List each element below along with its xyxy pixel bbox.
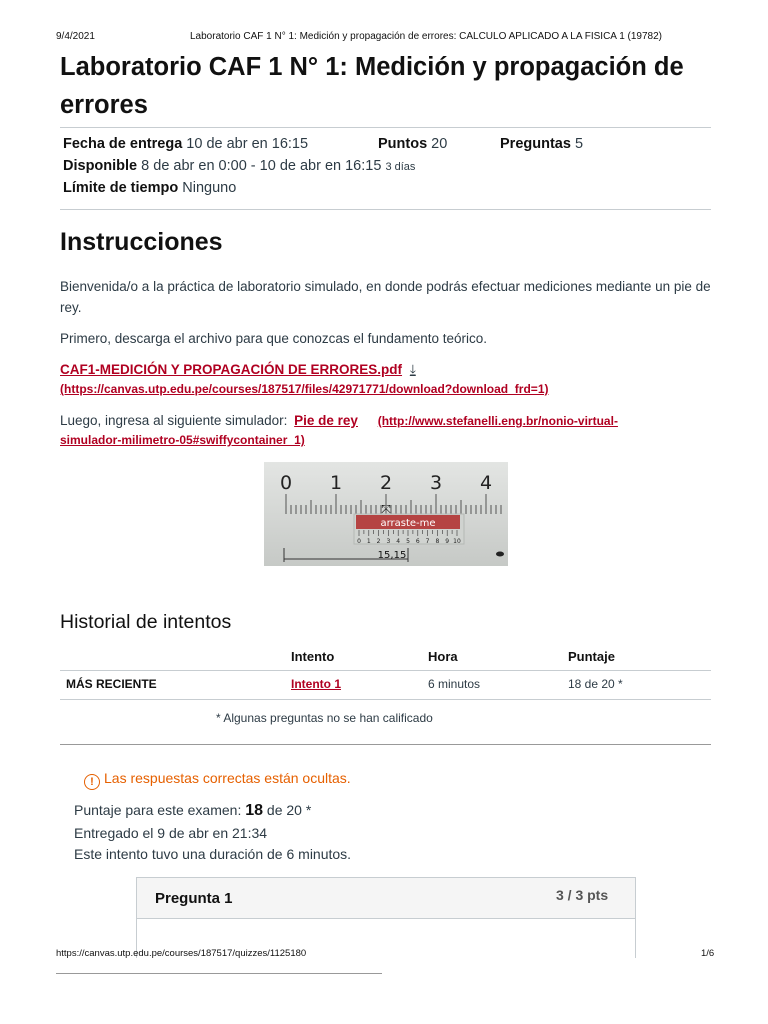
meta-divider [60, 209, 711, 210]
title-divider [60, 127, 711, 128]
vernier-number-8: 8 [435, 538, 440, 545]
available-label: Disponible [63, 158, 138, 174]
footer-divider [56, 973, 382, 974]
score-suffix: de 20 * [266, 802, 312, 818]
vernier-number-4: 4 [396, 538, 401, 545]
main-number-4: 4 [479, 472, 493, 494]
available-days: 3 días [385, 161, 416, 173]
instructions-para-2: Primero, descarga el archivo para que conozcas el fundamento teórico. [60, 331, 487, 346]
row-time: 6 minutos [428, 677, 481, 691]
vernier-number-10: 10 [453, 538, 461, 545]
vernier-number-0: 0 [357, 538, 361, 545]
vernier-number-6: 6 [415, 538, 420, 545]
points-label: Puntos [378, 136, 428, 152]
history-bottom-divider [60, 744, 711, 745]
questions-value: 5 [574, 136, 584, 152]
vernier-number-5: 5 [406, 538, 410, 545]
simulator-line [60, 410, 618, 432]
score-value: 18 [245, 802, 264, 819]
col-time-header: Hora [428, 649, 458, 664]
due-date [63, 136, 308, 152]
questions [500, 136, 583, 152]
warning-text: Las respuestas correctas están ocultas. [104, 770, 351, 786]
question-1-header [137, 878, 635, 919]
print-footer-url: https://canvas.utp.edu.pe/courses/187517/quizzes/1125180 [56, 948, 307, 959]
vernier-number-2: 2 [376, 538, 381, 545]
instructions-para-1: Bienvenida/o a la práctica de laboratorio simulado, en donde podrás efectuar mediciones mediante un pie de rey. [60, 279, 711, 315]
hidden-answers-warning [84, 770, 351, 790]
simulator-prefix: Luego, ingresa al siguiente simulador: [60, 413, 288, 428]
print-date: 9/4/2021 [56, 31, 95, 42]
file-download-link[interactable]: CAF1-MEDICIÓN Y PROPAGACIÓN DE ERRORES.pdf [60, 362, 403, 377]
submitted-at: Entregado el 9 de abr en 21:34 [74, 825, 268, 841]
vernier-caliper-image [264, 462, 508, 566]
vernier-number-1: 1 [366, 538, 371, 545]
score-prefix: Puntaje para este examen: [74, 802, 242, 818]
simulator-url-part2[interactable]: simulador-milimetro-05#swiffycontainer_1) [60, 433, 305, 447]
reading-value: 15,15 [377, 550, 407, 561]
main-number-0: 0 [279, 472, 293, 494]
print-footer-page: 1/6 [701, 948, 715, 959]
col-score-header: Puntaje [568, 649, 615, 664]
col-attempt-header: Intento [291, 649, 335, 664]
vernier-number-3: 3 [386, 538, 391, 545]
simulator-link[interactable]: Pie de rey [294, 413, 358, 428]
move-cross-icon: ⤧ [381, 502, 391, 516]
instructions-heading: Instrucciones [60, 228, 223, 256]
download-icon[interactable]: ⤓ [409, 362, 416, 377]
history-note: * Algunas preguntas no se han calificado [216, 711, 433, 725]
row-score: 18 de 20 * [568, 677, 623, 691]
attempt-1-link[interactable]: Intento 1 [291, 677, 341, 691]
due-label: Fecha de entrega [63, 136, 183, 152]
time-limit [63, 180, 236, 196]
questions-label: Preguntas [500, 136, 571, 152]
attempt-duration: Este intento tuvo una duración de 6 minutos. [74, 846, 352, 862]
vernier-number-9: 9 [445, 538, 450, 545]
question-1-title: Pregunta 1 [155, 890, 233, 907]
main-number-3: 3 [429, 472, 443, 494]
availability [63, 158, 415, 174]
time-limit-value: Ninguno [182, 180, 237, 196]
row-label: MÁS RECIENTE [66, 677, 157, 691]
vernier-number-7: 7 [425, 538, 430, 545]
print-doc-title: Laboratorio CAF 1 N° 1: Medición y propagación de errores: CALCULO APLICADO A LA FISICA 1 (19782) [190, 31, 663, 42]
history-row-divider [60, 699, 711, 700]
points [378, 136, 447, 152]
question-1-card [136, 877, 636, 958]
exam-score [74, 802, 311, 820]
drag-label: arraste-me [380, 518, 436, 529]
history-heading: Historial de intentos [60, 611, 232, 633]
file-url-link[interactable]: (https://canvas.utp.edu.pe/courses/187517/files/42971771/download?download_frd=1) [60, 382, 549, 396]
time-limit-label: Límite de tiempo [63, 180, 179, 196]
main-number-2: 2 [379, 472, 393, 494]
warning-icon: ! [84, 774, 100, 790]
screw-icon [496, 552, 504, 557]
history-header-divider [60, 670, 711, 671]
due-value: 10 de abr en 16:15 [186, 136, 309, 152]
points-value: 20 [431, 136, 448, 152]
available-value: 8 de abr en 0:00 - 10 de abr en 16:15 [141, 158, 382, 174]
question-1-points: 3 / 3 pts [556, 887, 609, 903]
main-number-1: 1 [329, 472, 343, 494]
file-link-block [60, 360, 420, 379]
quiz-title: Laboratorio CAF 1 N° 1: Medición y propagación de errores [60, 53, 684, 119]
simulator-url-part1[interactable]: (http://www.stefanelli.eng.br/nonio-virtual- [377, 414, 618, 428]
